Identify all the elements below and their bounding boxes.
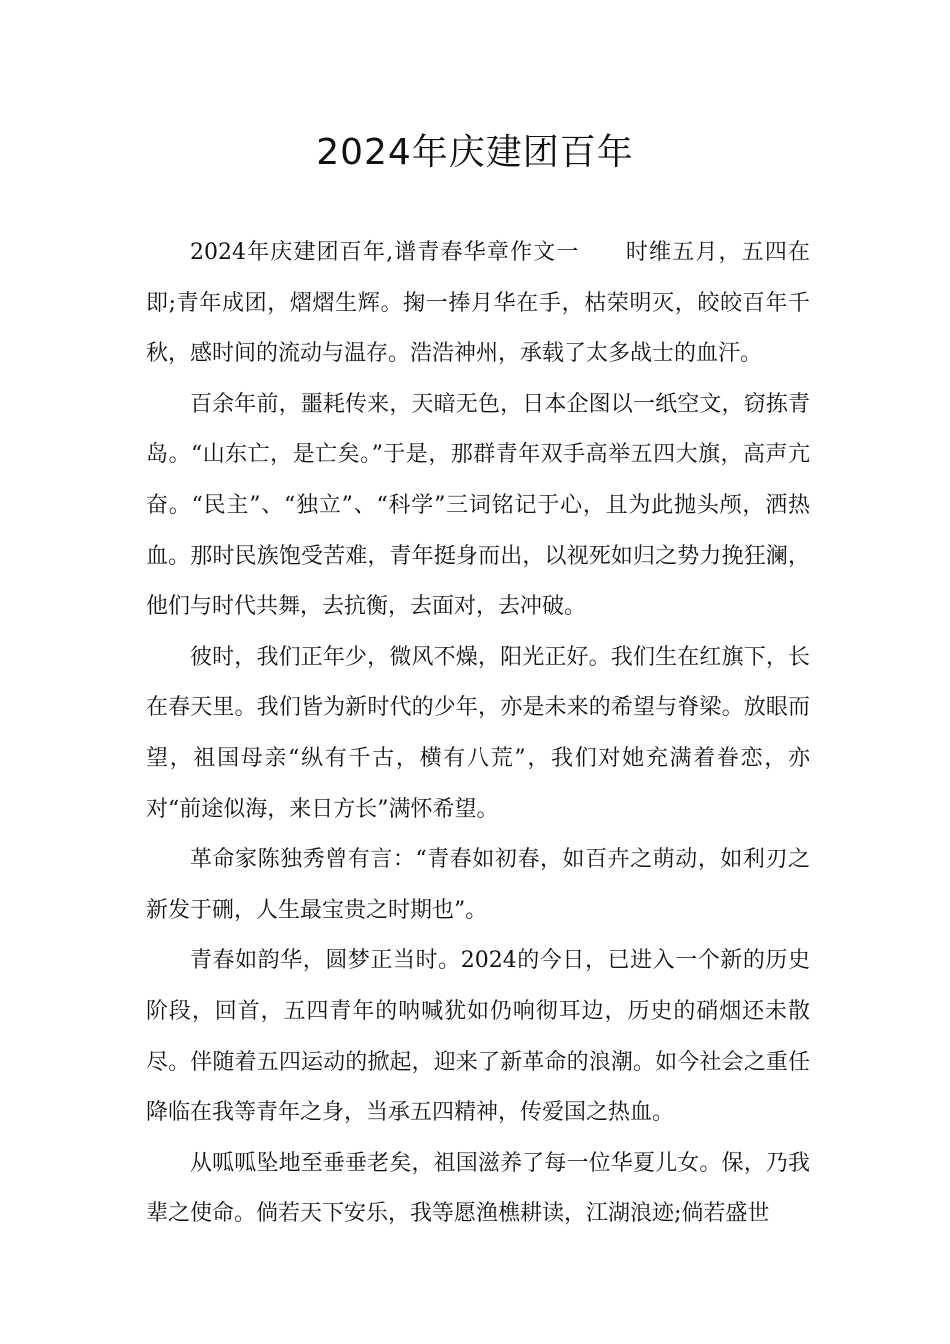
paragraph-6: 从呱呱坠地至垂垂老矣，祖国滋养了每一位华夏儿女。保，乃我辈之使命。倘若天下安乐，我等愿渔樵耕读，江湖浪迹;倘若盛世 [146,1150,810,1227]
paragraph-4: 革命家陈独秀曾有言：“青春如初春，如百卉之萌动，如利刃之新发于硎，人生最宝贵之时期也”。 [146,847,810,923]
paragraph-3: 彼时，我们正年少，微风不燥，阳光正好。我们生在红旗下，长在春天里。我们皆为新时代的少年，亦是未来的希望与脊梁。放眼而望，祖国母亲“纵有千古，横有八荒”，我们对她充满着眷恋，亦对“前途似海，来日方长”满怀希望。 [146,644,810,822]
document-body [146,228,810,1240]
paragraph-5: 青春如韵华，圆梦正当时。2024的今日，已进入一个新的历史阶段，回首，五四青年的呐喊犹如仍响彻耳边，历史的硝烟还未散尽。伴随着五四运动的掀起，迎来了新革命的浪潮。如今社会之重任降临在我等青年之身，当承五四精神，传爱国之热血。 [146,948,810,1126]
paragraph-1: 2024年庆建团百年,谱青春华章作文一 时维五月，五四在即;青年成团，熠熠生辉。掬一捧月华在手，枯荣明灭，皎皎百年千秋，感时间的流动与温存。浩浩神州，承载了太多战士的血汗。 [146,240,810,367]
paragraph-2: 百余年前，噩耗传来，天暗无色，日本企图以一纸空文，窃拣青岛。“山东亡，是亡矣。”于是，那群青年双手高举五四大旗，高声亢奋。“民主”、“独立”、“科学”三词铭记于心，且为此抛头颅，洒热血。那时民族饱受苦难，青年挺身而出，以视死如归之势力挽狂澜，他们与时代共舞，去抗衡，去面对，去冲破。 [146,391,811,620]
document-title: 2024年庆建团百年 [316,132,634,173]
